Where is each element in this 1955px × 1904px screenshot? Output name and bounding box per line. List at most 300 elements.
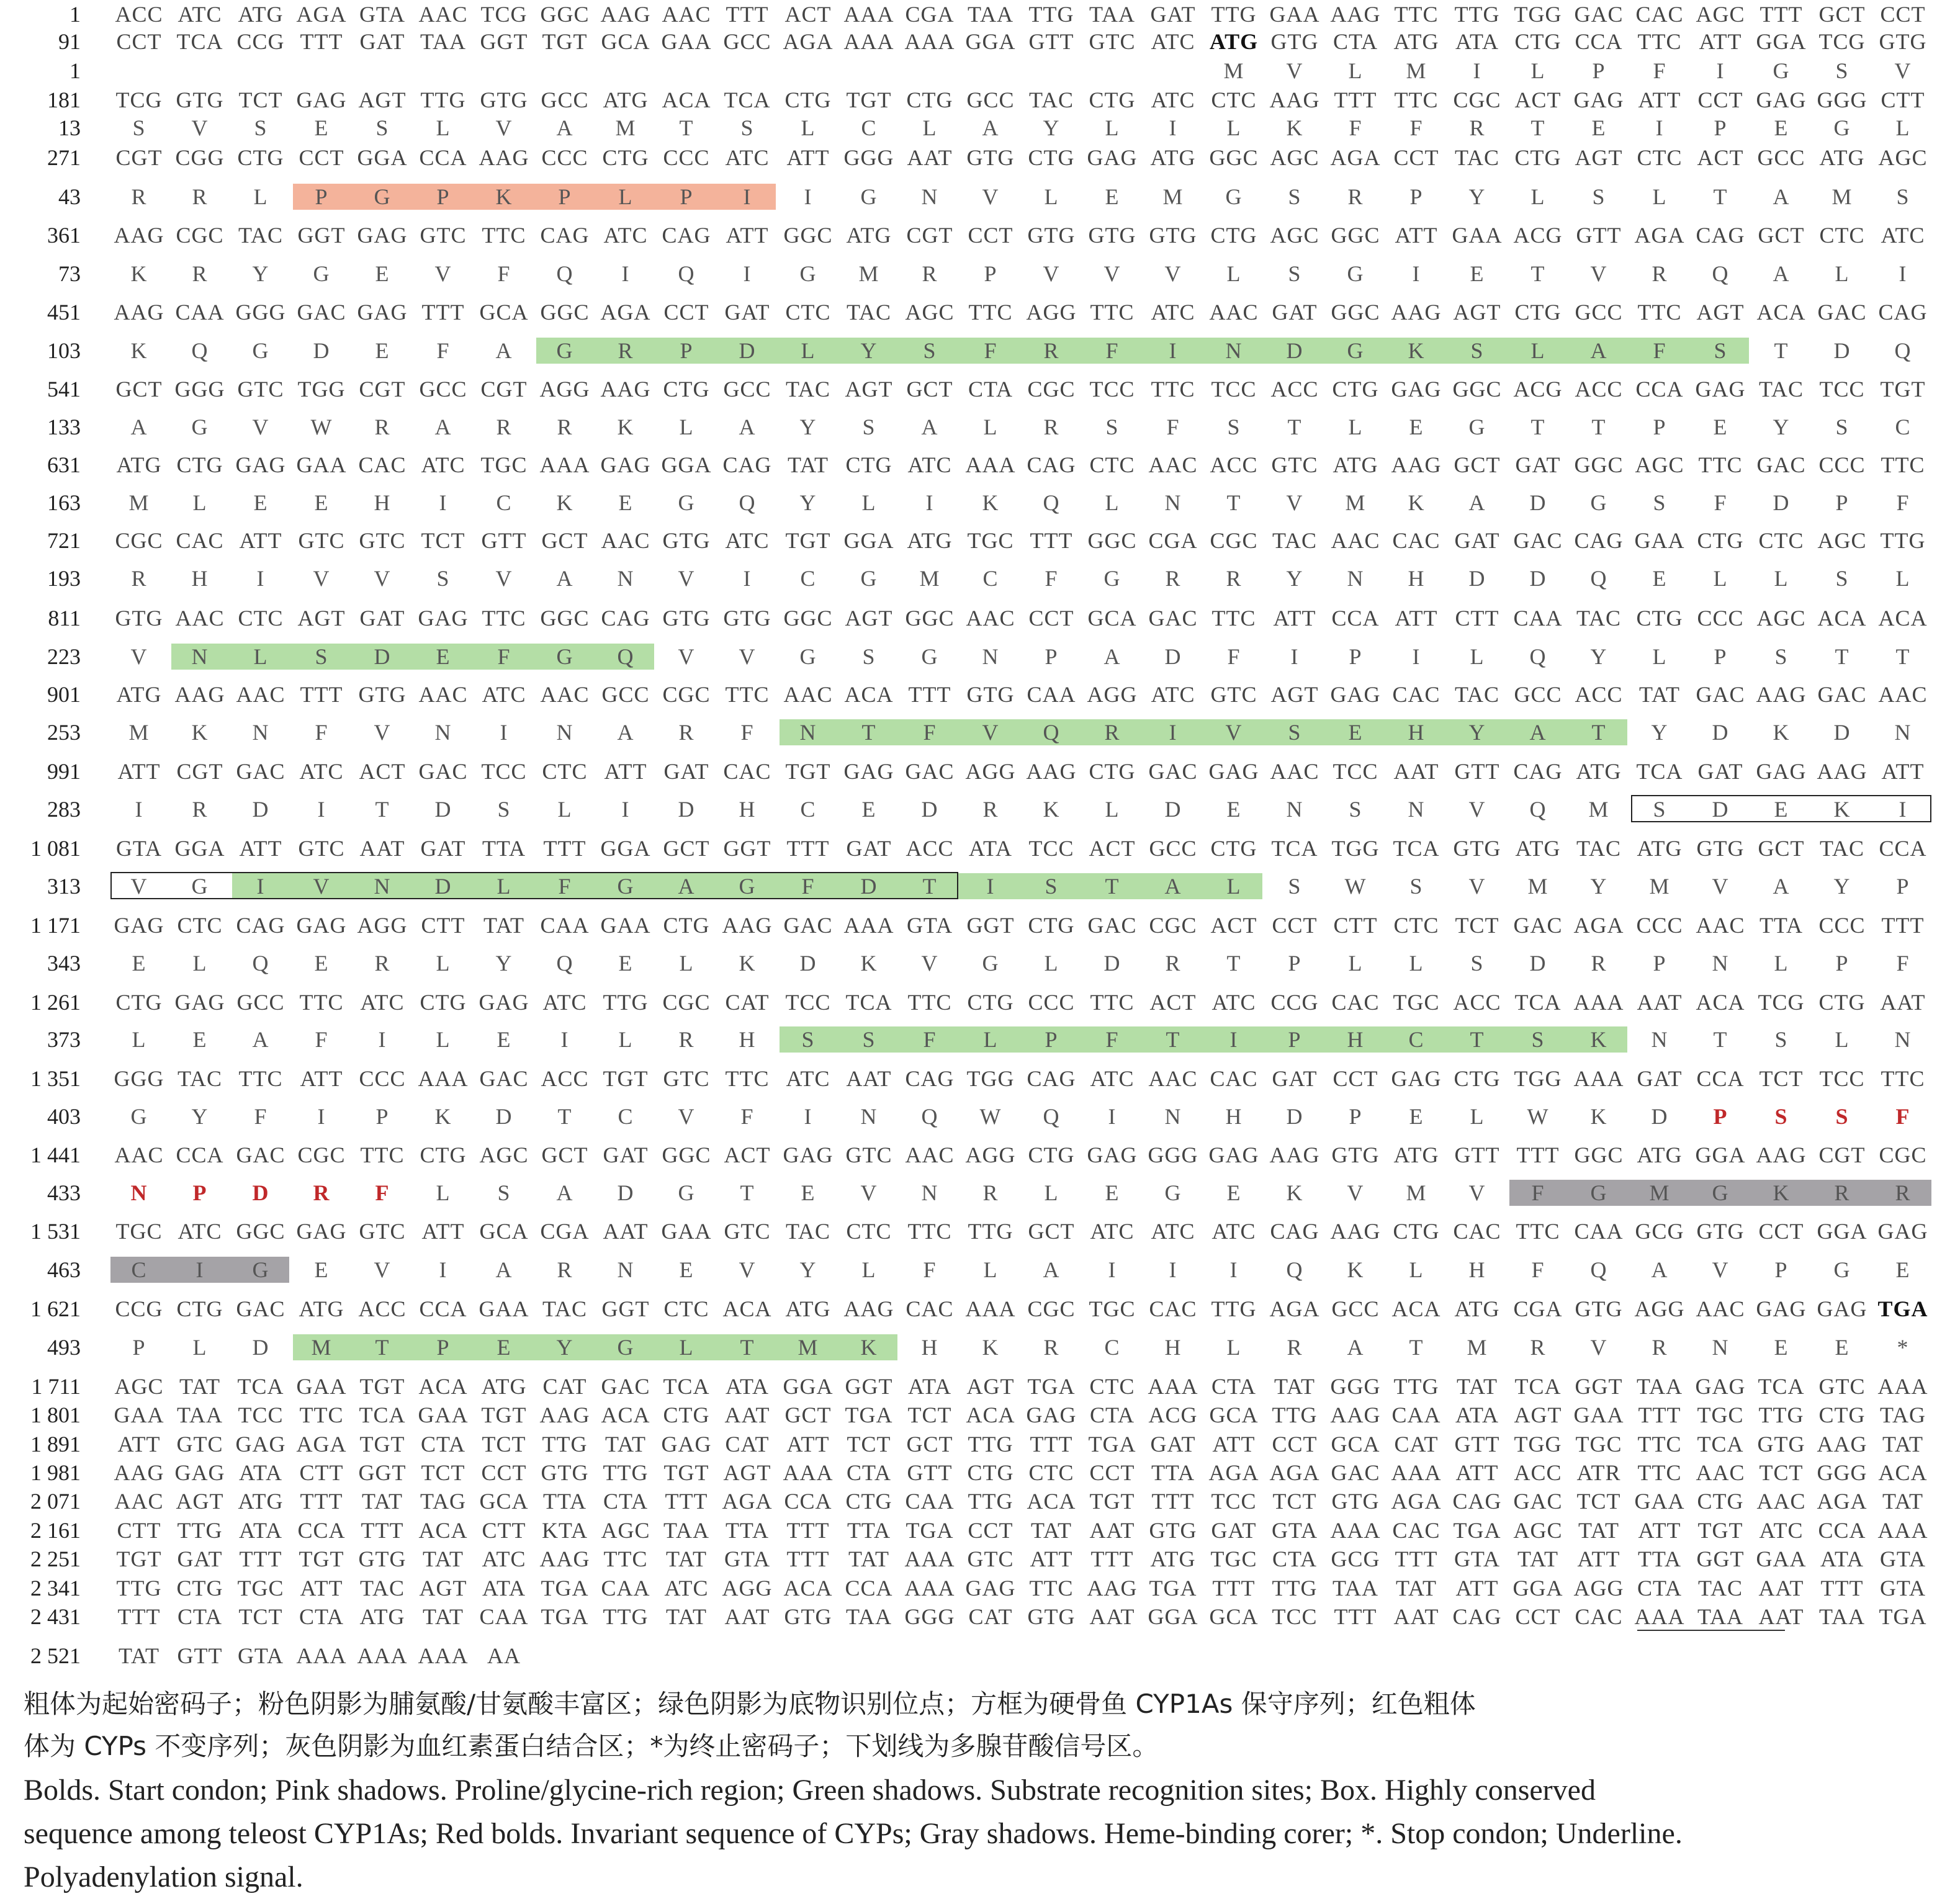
codon: CGA (540, 1219, 590, 1244)
codon: AAT (359, 836, 405, 861)
codon: AAT (724, 1403, 770, 1427)
codon: GAC (297, 300, 346, 325)
codon: TAT (1456, 1374, 1498, 1399)
codon: GAT (663, 759, 709, 784)
amino-acid: T (1774, 338, 1789, 363)
codon: GAC (479, 1066, 529, 1091)
codon: GAC (1513, 528, 1563, 553)
nt-position-number: 1 531 (30, 1219, 81, 1244)
codon: ATG (1393, 1143, 1439, 1167)
amino-acid: R (1165, 566, 1181, 591)
codon: TTG (603, 1604, 649, 1629)
codon: GGG (1817, 88, 1867, 112)
amino-acid: V (495, 115, 513, 140)
codon: GTG (966, 682, 1015, 707)
codon: GGC (905, 606, 955, 631)
codon: ATA (1820, 1547, 1864, 1571)
amino-acid: V (1043, 261, 1060, 286)
codon: GAA (296, 452, 347, 477)
codon: GAG (783, 1143, 834, 1167)
amino-acid: D (495, 1104, 513, 1129)
codon: ACA (966, 1403, 1015, 1427)
amino-acid: L (1652, 644, 1667, 669)
amino-acid: R (1652, 261, 1668, 286)
amino-acid: I (439, 490, 447, 515)
codon: GCC (541, 88, 589, 112)
codon: GGC (783, 606, 833, 631)
amino-acid: G (252, 1257, 269, 1282)
amino-acid: E (861, 797, 876, 822)
codon: ATG (116, 452, 162, 477)
codon: ACA (1878, 1460, 1928, 1485)
codon: GAG (114, 913, 164, 938)
codon: TTT (1334, 1604, 1377, 1629)
codon: TTG (603, 1460, 649, 1485)
codon: ATT (1577, 1547, 1620, 1571)
amino-acid: Y (860, 338, 878, 363)
codon: CGC (1027, 377, 1076, 402)
amino-acid: K (191, 720, 209, 745)
codon: TAT (848, 1547, 890, 1571)
codon: CCT (116, 29, 162, 54)
codon: CAC (723, 759, 771, 784)
codon: AAC (1270, 759, 1319, 784)
amino-acid: D (1529, 490, 1547, 515)
amino-acid: I (1899, 797, 1907, 822)
codon: ATT (239, 836, 282, 861)
codon: GAA (600, 913, 651, 938)
codon: AGT (966, 1374, 1015, 1399)
amino-acid: M (1649, 874, 1670, 899)
codon: GTT (1454, 1432, 1500, 1457)
codon: CGA (905, 2, 955, 27)
amino-acid: S (1835, 566, 1849, 591)
amino-acid: G (313, 261, 330, 286)
amino-acid: P (1835, 951, 1849, 976)
amino-acid: K (1043, 797, 1060, 822)
codon: ATC (482, 682, 526, 707)
codon: TGA (1453, 1518, 1501, 1543)
codon: TTT (1090, 1547, 1134, 1571)
codon: CCA (1818, 1518, 1866, 1543)
codon: ATC (542, 990, 587, 1015)
amino-acid: M (1406, 58, 1427, 83)
amino-acid: K (130, 261, 148, 286)
codon: CAC (906, 1296, 954, 1321)
amino-acid: L (132, 1027, 146, 1052)
codon: TTT (786, 836, 830, 861)
codon: CTT (117, 1518, 161, 1543)
codon: GGC (540, 606, 590, 631)
codon: TGA (1027, 1374, 1076, 1399)
codon: GTC (420, 223, 467, 248)
amino-acid: R (1591, 951, 1607, 976)
codon: AGC (1878, 145, 1928, 170)
codon: GAG (600, 452, 651, 477)
codon: CTG (176, 1296, 223, 1321)
codon: AAG (1330, 2, 1381, 27)
amino-acid: H (1164, 1335, 1182, 1360)
amino-acid: V (1286, 58, 1303, 83)
codon: ACG (1513, 377, 1563, 402)
codon: CCT (968, 1518, 1013, 1543)
codon: AGC (1270, 223, 1319, 248)
amino-acid: V (1347, 1180, 1364, 1205)
codon: AAC (418, 2, 468, 27)
amino-acid: I (1412, 644, 1421, 669)
codon: AGT (358, 88, 407, 112)
codon: GAG (1026, 1403, 1077, 1427)
codon: CCC (1697, 606, 1744, 631)
codon: TCA (176, 29, 223, 54)
codon: TAT (422, 1547, 464, 1571)
codon: GAG (1877, 1219, 1928, 1244)
amino-acid: L (801, 115, 816, 140)
amino-acid: M (1223, 58, 1244, 83)
codon: CAA (601, 1576, 650, 1601)
amino-acid: R (557, 415, 573, 439)
amino-acid: T (1287, 415, 1302, 439)
codon: AAA (1573, 990, 1624, 1015)
codon: CGC (662, 990, 711, 1015)
amino-acid: V (739, 644, 756, 669)
amino-acid: Y (191, 1104, 209, 1129)
codon: GGC (540, 2, 590, 27)
codon: AGT (419, 1576, 467, 1601)
codon: ATC (1211, 990, 1256, 1015)
amino-acid: Q (1590, 566, 1607, 591)
nt-position-number: 901 (47, 682, 81, 707)
amino-acid: D (252, 1335, 269, 1360)
amino-acid: G (860, 566, 878, 591)
codon: TCT (238, 1604, 283, 1629)
codon: GAT (1150, 2, 1196, 27)
amino-acid: N (130, 1180, 148, 1205)
nt-position-number: 991 (47, 759, 81, 784)
amino-acid: E (253, 490, 268, 515)
codon: CGC (297, 1143, 346, 1167)
codon: AGA (1573, 913, 1624, 938)
caption-zh-line-2: 体为 CYPs 不变序列；灰色阴影为血红素蛋白结合区；*为终止密码子；下划线为多腺苷酸信号区。 (24, 1731, 1159, 1761)
amino-acid: C (1104, 1335, 1120, 1360)
codon: GAC (1513, 1489, 1563, 1514)
amino-acid: I (1169, 115, 1177, 140)
amino-acid: F (1895, 1104, 1910, 1129)
codon: AAG (600, 2, 651, 27)
amino-acid: M (1345, 490, 1366, 515)
amino-acid: V (1468, 874, 1486, 899)
amino-acid: H (739, 1027, 756, 1052)
amino-acid: R (1104, 720, 1120, 745)
codon: GTG (1331, 1489, 1380, 1514)
codon: AGT (297, 606, 346, 631)
codon: GAC (1148, 759, 1198, 784)
codon: GGT (966, 913, 1015, 938)
codon: CCT (1758, 1219, 1804, 1244)
codon: TTT (543, 836, 586, 861)
amino-acid: F (254, 1104, 267, 1129)
codon: CTG (1089, 759, 1136, 784)
codon: ATC (725, 145, 770, 170)
codon: GCA (1087, 606, 1137, 631)
amino-acid: P (192, 1180, 207, 1205)
amino-acid: L (861, 1257, 876, 1282)
codon: TTC (1151, 377, 1195, 402)
codon: CTC (785, 300, 831, 325)
codon: CTA (1272, 1547, 1318, 1571)
codon: TGA (906, 1518, 954, 1543)
codon: AAC (540, 682, 590, 707)
codon: CCC (1028, 990, 1075, 1015)
codon: CGC (662, 682, 711, 707)
amino-acid: P (1835, 490, 1849, 515)
codon: CAC (1453, 1219, 1501, 1244)
codon: GTT (1576, 223, 1622, 248)
amino-acid: S (1470, 338, 1484, 363)
codon: CGC (1879, 1143, 1927, 1167)
amino-acid: E (497, 1027, 511, 1052)
amino-acid: A (495, 338, 513, 363)
amino-acid: N (617, 566, 634, 591)
amino-acid: C (800, 566, 816, 591)
amino-acid: L (679, 1335, 694, 1360)
codon: GGC (783, 223, 833, 248)
amino-acid: N (860, 1104, 878, 1129)
amino-acid: A (1043, 1257, 1060, 1282)
amino-acid: G (556, 338, 573, 363)
amino-acid: S (1288, 874, 1301, 899)
codon: GGG (235, 300, 286, 325)
codon: TTC (1090, 300, 1135, 325)
amino-acid: L (679, 415, 694, 439)
codon: TTT (1030, 528, 1073, 553)
codon: GAA (661, 1219, 712, 1244)
amino-acid: C (496, 490, 512, 515)
codon: AAC (1878, 682, 1928, 707)
amino-acid: I (560, 1027, 569, 1052)
codon: TAC (1272, 528, 1318, 553)
amino-acid: V (1712, 874, 1729, 899)
codon: CTG (1028, 1143, 1075, 1167)
codon: ATG (1393, 29, 1439, 54)
amino-acid: N (1712, 1335, 1729, 1360)
codon: GTT (907, 1460, 953, 1485)
nt-position-number: 1 261 (30, 990, 81, 1015)
amino-acid: E (1409, 415, 1424, 439)
amino-acid: K (982, 490, 999, 515)
codon: AAC (905, 1143, 955, 1167)
codon: GCC (1331, 1296, 1380, 1321)
codon: GAC (1817, 300, 1867, 325)
codon: GAG (357, 300, 408, 325)
codon: TCC (1333, 759, 1378, 784)
codon: CAG (662, 223, 711, 248)
codon: ATC (178, 1219, 222, 1244)
codon: GCT (906, 1432, 953, 1457)
amino-acid: K (1286, 1180, 1303, 1205)
codon: GTA (1454, 1547, 1501, 1571)
codon: TTC (1698, 452, 1743, 477)
amino-acid: M (1162, 184, 1184, 209)
amino-acid: I (378, 1027, 387, 1052)
codon: TAA (1697, 1604, 1744, 1629)
codon: AAC (662, 2, 711, 27)
amino-acid: T (375, 1335, 390, 1360)
codon: CTG (1332, 377, 1379, 402)
codon: GTG (541, 1460, 589, 1485)
codon: CTG (1210, 223, 1257, 248)
amino-acid: D (799, 951, 817, 976)
codon: GGC (540, 300, 590, 325)
codon: TGA (1879, 1604, 1927, 1629)
codon: GAA (296, 1374, 347, 1399)
codon: CAC (1210, 1066, 1258, 1091)
nt-position-number: 271 (47, 145, 81, 170)
codon: GGT (297, 223, 346, 248)
nt-position-number: 721 (47, 528, 81, 553)
codon: AAA (904, 1576, 955, 1601)
codon: CTA (1211, 1374, 1257, 1399)
codon: CTA (968, 377, 1013, 402)
amino-acid: K (1590, 1027, 1607, 1052)
codon: TGT (359, 1432, 405, 1457)
amino-acid: Q (678, 261, 695, 286)
codon: AAT (603, 1219, 649, 1244)
amino-acid: M (128, 490, 150, 515)
amino-acid: N (921, 184, 938, 209)
codon: GTC (298, 836, 345, 861)
amino-acid: D (434, 874, 452, 899)
codon: CTT (482, 1518, 526, 1543)
codon: ATG (1819, 145, 1865, 170)
amino-acid: G (130, 1104, 148, 1129)
amino-acid: F (1714, 490, 1727, 515)
codon: TCT (421, 528, 465, 553)
amino-acid: N (434, 720, 452, 745)
codon: TAT (1578, 1518, 1620, 1543)
codon: GGC (1087, 528, 1137, 553)
amino-acid: T (740, 1180, 755, 1205)
amino-acid: D (1286, 338, 1303, 363)
codon: CCT (1089, 1460, 1135, 1485)
codon: ACA (418, 1518, 468, 1543)
codon: TAC (1454, 145, 1500, 170)
amino-acid: W (310, 415, 333, 439)
codon: GAT (1697, 759, 1743, 784)
codon: GAT (359, 29, 405, 54)
codon: ATT (117, 1432, 161, 1457)
codon: CTG (1514, 145, 1562, 170)
amino-acid: S (923, 338, 937, 363)
codon: GCG (1635, 1219, 1684, 1244)
amino-acid: M (1649, 1180, 1670, 1205)
codon: CAC (1331, 990, 1380, 1015)
codon: TTG (116, 1576, 162, 1601)
amino-acid: G (617, 1335, 634, 1360)
codon: TGA (1149, 1576, 1197, 1601)
codon: GAT (1150, 1432, 1196, 1457)
codon: ATT (300, 1576, 343, 1601)
amino-acid: E (314, 1257, 329, 1282)
aa-position-number: 43 (58, 184, 81, 209)
codon: ATG (846, 223, 892, 248)
amino-acid: D (252, 1180, 269, 1205)
nt-position-number: 361 (47, 223, 81, 248)
codon: TTC (360, 1143, 405, 1167)
codon: GCT (784, 1403, 832, 1427)
amino-acid: S (1835, 415, 1849, 439)
amino-acid: E (1591, 115, 1606, 140)
codon: ACA (722, 1296, 772, 1321)
codon: TAC (1697, 1576, 1743, 1601)
codon: TCT (1455, 913, 1499, 938)
amino-acid: I (743, 261, 752, 286)
codon: AAC (601, 528, 650, 553)
codon: AGA (722, 1489, 773, 1514)
codon: TGC (480, 452, 528, 477)
codon: ATC (360, 990, 405, 1015)
codon: GGC (662, 1143, 711, 1167)
amino-acid: E (801, 1180, 816, 1205)
amino-acid: P (375, 1104, 389, 1129)
codon: TTT (361, 1518, 404, 1543)
amino-acid: E (679, 1257, 694, 1282)
codon: GTG (1027, 1604, 1076, 1629)
codon: TTT (300, 29, 343, 54)
amino-acid: I (986, 874, 995, 899)
codon: TTA (1151, 1460, 1195, 1485)
amino-acid: F (1896, 951, 1910, 976)
codon: ATC (907, 452, 952, 477)
amino-acid: Q (556, 951, 573, 976)
codon: TTG (1272, 1576, 1318, 1601)
codon: CAG (1452, 1604, 1502, 1629)
codon: GAG (1391, 377, 1442, 402)
amino-acid: P (1714, 644, 1727, 669)
codon: CAG (1574, 528, 1624, 553)
codon: AAC (236, 682, 285, 707)
codon: CCA (1879, 836, 1927, 861)
codon: ATT (1273, 606, 1316, 631)
amino-acid: G (374, 184, 391, 209)
codon: ATT (1455, 1576, 1499, 1601)
codon: GTC (1210, 682, 1257, 707)
codon: GAG (1695, 377, 1746, 402)
codon: GAT (603, 1143, 649, 1167)
codon: GAG (357, 223, 408, 248)
codon: CTC (663, 1296, 709, 1321)
codon: GGG (174, 377, 225, 402)
codon: TCA (1514, 990, 1562, 1015)
codon: GAG (1817, 1296, 1867, 1321)
codon: TCC (1819, 1066, 1865, 1091)
codon: AAG (539, 1547, 590, 1571)
amino-acid: A (1773, 184, 1790, 209)
codon: GTG (1088, 223, 1136, 248)
amino-acid: R (922, 261, 938, 286)
codon: TTT (300, 1489, 343, 1514)
codon: CCG (115, 1296, 163, 1321)
codon: AAA (783, 1460, 834, 1485)
codon: AGA (600, 300, 651, 325)
nt-position-number: 1 441 (30, 1143, 81, 1167)
amino-acid: S (801, 1027, 815, 1052)
amino-acid: L (618, 1027, 633, 1052)
codon: CTG (906, 88, 953, 112)
codon: TTT (786, 1547, 830, 1571)
amino-acid: P (1288, 1027, 1301, 1052)
amino-acid: K (1286, 115, 1303, 140)
